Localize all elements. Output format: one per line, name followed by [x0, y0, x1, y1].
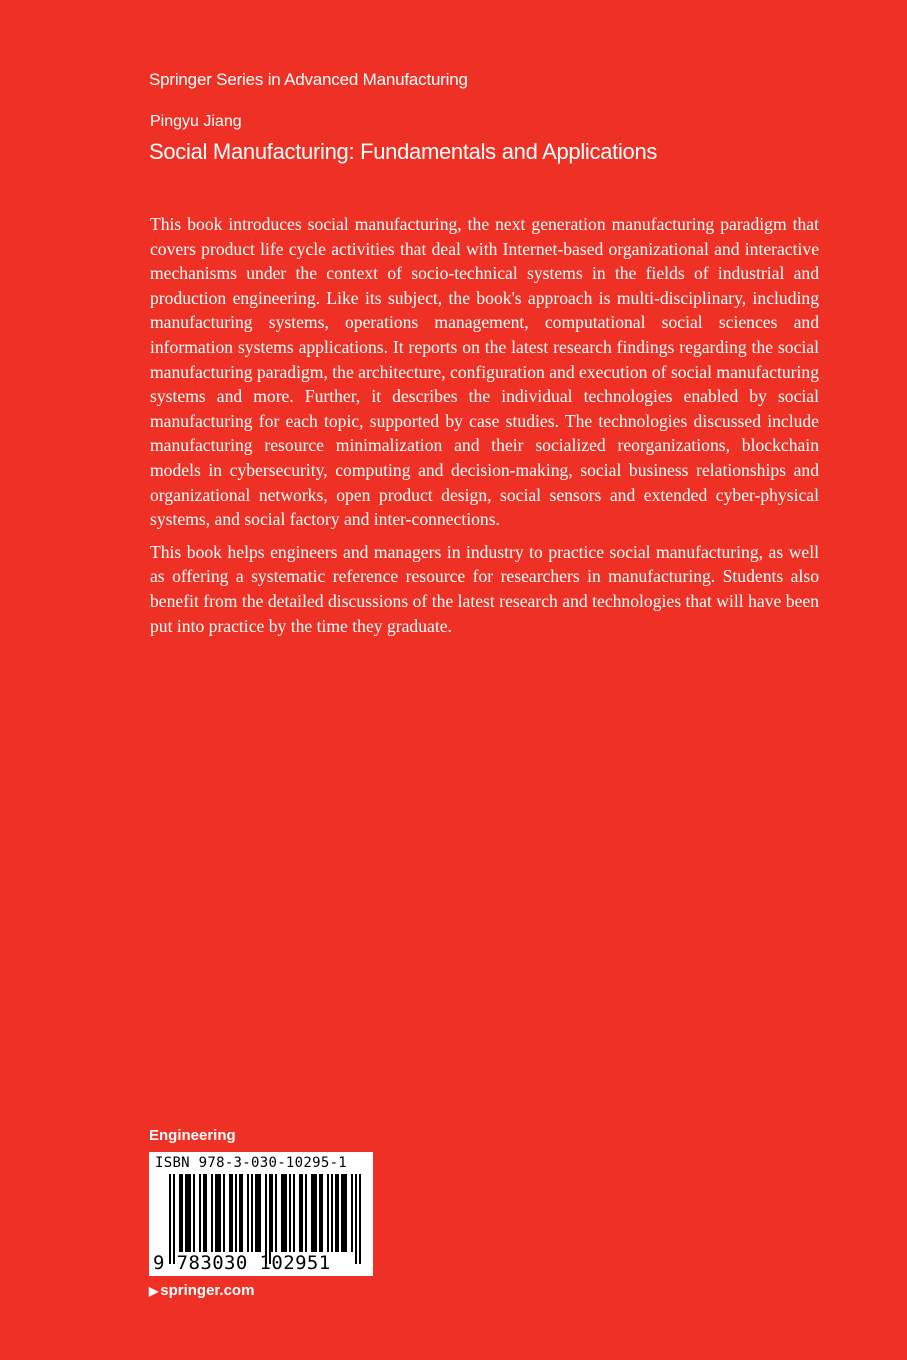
publisher-website [149, 1282, 254, 1299]
barcode-bar [315, 1174, 317, 1252]
barcode-bar [169, 1174, 171, 1264]
barcode-bar [203, 1174, 205, 1252]
isbn-label: ISBN 978-3-030-10295-1 [155, 1155, 348, 1171]
barcode-bar [173, 1174, 175, 1264]
barcode-bar [217, 1174, 219, 1252]
barcode-bar [199, 1174, 201, 1252]
subject-category: Engineering [149, 1127, 236, 1144]
barcode-bar [257, 1174, 259, 1252]
barcode-bar [275, 1174, 277, 1252]
barcode-bar [215, 1174, 217, 1252]
description-paragraph: This book helps engineers and managers in industry to practice social manufacturing, as well as offering a systematic reference resource for researchers in manufacturing. Students also benefit from the detailed discussions of the latest research and technologies that will have been put into practice by the time they graduate. [150, 541, 819, 636]
barcode-bar [189, 1174, 191, 1252]
barcode-bar [181, 1174, 183, 1252]
barcode-bar [301, 1174, 303, 1252]
barcode-bar [241, 1174, 243, 1252]
barcode-bar [283, 1174, 285, 1252]
barcode-bar [269, 1174, 271, 1264]
barcode-bar [293, 1174, 295, 1252]
book-title: Social Manufacturing: Fundamentals and Applications [149, 139, 658, 164]
barcode-bar [271, 1174, 273, 1252]
barcode-bar [345, 1174, 347, 1252]
barcode-bar [335, 1174, 337, 1252]
barcode-bar [351, 1174, 353, 1252]
description-paragraph: This book introduces social manufacturing, the next generation manufacturing paradigm that covers product life cycle activities that deal with Internet-based organizational and interactive mechanisms under the context of socio-technical systems in the fields of industrial and production engineering. Like its subject, the book's approach is multi-disciplinary, including manufacturing systems, operations management, computational social sciences and information systems applications. It reports on the latest research findings regarding the social manufacturing paradigm, the architecture, configuration and execution of social manufacturing systems and more. Further, it describes the individual technologies enabled by social manufacturing for each topic, supported by case studies. The technologies discussed include manufacturing resource minimalization and their socialized reorganizations, blockchain models in cybersecurity, computing and decision-making, social business relationships and organizational networks, open product design, social sensors and extended cyber-physical systems, and social factory and inter-connections. [150, 214, 819, 530]
barcode-bar [281, 1174, 283, 1252]
barcode [149, 1152, 373, 1276]
series-title: Springer Series in Advanced Manufacturing [149, 70, 468, 89]
barcode-bar [259, 1174, 261, 1252]
barcode-bar [319, 1174, 321, 1252]
barcode-bar [327, 1174, 329, 1252]
barcode-bar [235, 1174, 237, 1252]
website-label: springer.com [160, 1282, 255, 1299]
barcode-bar [359, 1174, 361, 1264]
barcode-bar [211, 1174, 213, 1252]
ean-digits: 9 783030 102951 [153, 1252, 331, 1274]
barcode-bar [179, 1174, 181, 1252]
barcode-bar [299, 1174, 301, 1252]
barcode-bar [343, 1174, 345, 1252]
barcode-bar [247, 1174, 249, 1252]
barcode-bar [231, 1174, 233, 1252]
barcode-bar [341, 1174, 343, 1252]
book-description [150, 212, 819, 646]
barcode-bar [185, 1174, 187, 1252]
barcode-bar [313, 1174, 315, 1252]
barcode-bar [251, 1174, 253, 1252]
barcode-bar [305, 1174, 307, 1252]
barcode-bar [285, 1174, 287, 1252]
barcode-bar [265, 1174, 267, 1264]
barcode-bar [219, 1174, 221, 1252]
barcode-bar [193, 1174, 195, 1252]
barcode-bar [321, 1174, 323, 1252]
barcode-bar [337, 1174, 339, 1252]
barcode-bar [223, 1174, 225, 1252]
barcode-bar [255, 1174, 257, 1252]
arrow-icon: ▶ [149, 1284, 159, 1298]
barcode-bar [355, 1174, 357, 1264]
barcode-bar [289, 1174, 291, 1252]
barcode-bar [331, 1174, 333, 1252]
author-name: Pingyu Jiang [150, 113, 242, 130]
barcode-bar [311, 1174, 313, 1252]
barcode-bar [229, 1174, 231, 1252]
barcode-bar [187, 1174, 189, 1252]
barcode-bar [205, 1174, 207, 1252]
barcode-bar [239, 1174, 241, 1252]
